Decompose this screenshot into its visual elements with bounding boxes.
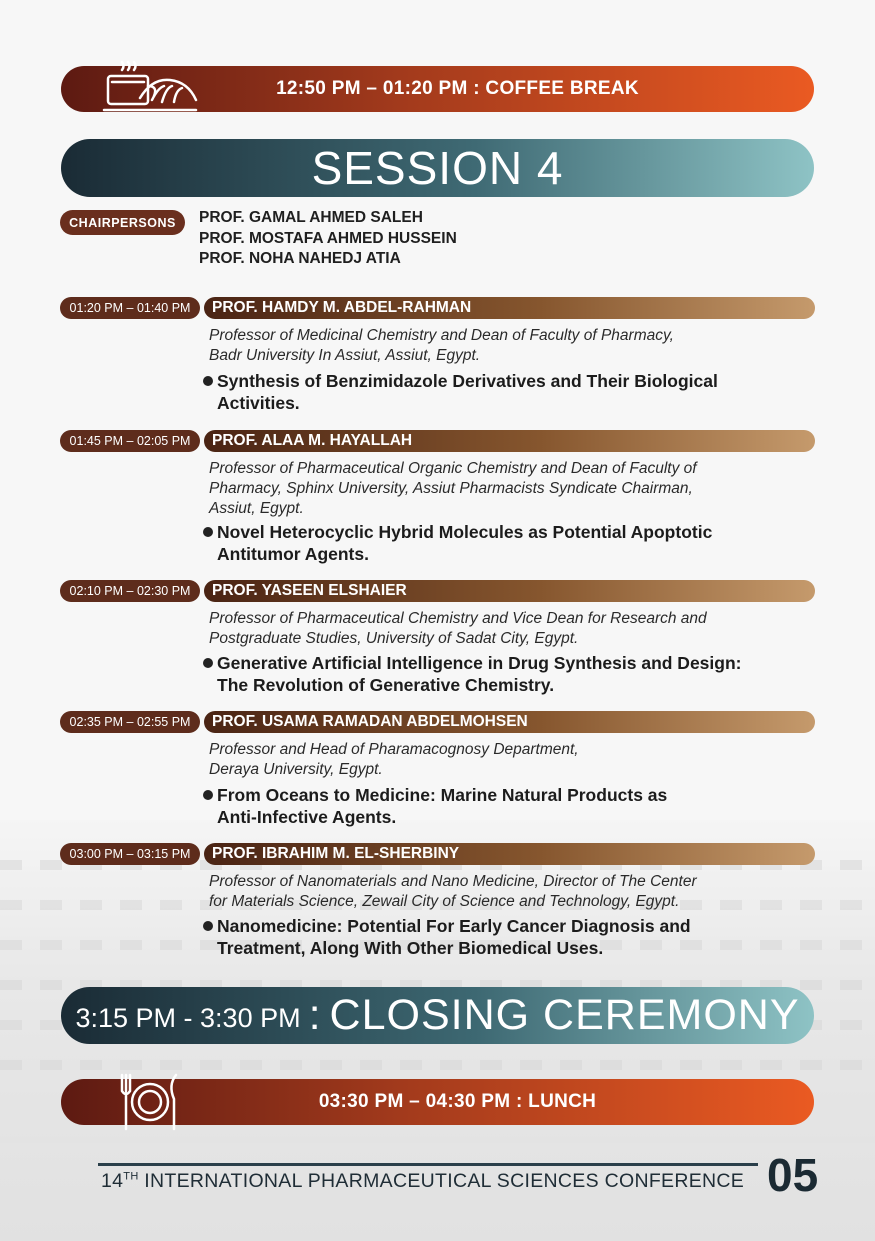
bullet-icon	[203, 658, 213, 668]
affiliation-line: Assiut, Egypt.	[209, 500, 304, 517]
closing-title: CLOSING CEREMONY	[329, 991, 800, 1039]
conference-title: INTERNATIONAL PHARMACEUTICAL SCIENCES CONFERENCE	[144, 1170, 745, 1192]
speaker-affiliation	[209, 326, 824, 366]
talk-title-line: Treatment, Along With Other Biomedical Uses.	[217, 938, 604, 958]
coffee-break-text: 12:50 PM – 01:20 PM : COFFEE BREAK	[276, 78, 639, 99]
talk-time-tag	[60, 580, 200, 602]
bullet-icon	[203, 527, 213, 537]
affiliation-line: Professor of Medicinal Chemistry and Dean of Faculty of Pharmacy,	[209, 327, 674, 344]
plate-cutlery-icon	[112, 1071, 188, 1133]
ordinal-suffix: TH	[123, 1170, 139, 1183]
speaker-name: PROF. YASEEN ELSHAIER	[212, 582, 407, 599]
talk-title-line: Generative Artificial Intelligence in Drug Synthesis and Design:	[217, 653, 742, 673]
talk-time: 01:45 PM – 02:05 PM	[69, 434, 191, 448]
speaker-name: PROF. HAMDY M. ABDEL-RAHMAN	[212, 299, 472, 316]
speaker-name-bar	[204, 843, 815, 865]
ordinal-number: 14	[101, 1170, 124, 1192]
talk-title-line: The Revolution of Generative Chemistry.	[217, 675, 555, 695]
talk-title-line: Synthesis of Benzimidazole Derivatives and Their Biological	[217, 371, 718, 391]
talk-time: 01:20 PM – 01:40 PM	[69, 301, 191, 315]
chairpersons-tag	[60, 210, 185, 235]
talk-title-line: Activities.	[217, 393, 300, 413]
talk-time: 02:10 PM – 02:30 PM	[69, 584, 191, 598]
coffee-croissant-icon	[100, 58, 200, 116]
talk-title-line: From Oceans to Medicine: Marine Natural Products as	[217, 785, 668, 805]
speaker-affiliation	[209, 609, 824, 649]
talk-title	[203, 370, 833, 414]
talk-title	[203, 521, 833, 565]
speaker-name: PROF. USAMA RAMADAN ABDELMOHSEN	[212, 713, 528, 730]
speaker-name-bar	[204, 430, 815, 452]
session-title: SESSION 4	[311, 142, 564, 194]
talk-time: 03:00 PM – 03:15 PM	[69, 847, 191, 861]
session-title-banner	[61, 139, 814, 197]
closing-separator: :	[308, 991, 322, 1039]
talk-time-tag	[60, 711, 200, 733]
footer-divider	[98, 1163, 758, 1166]
talk-title-line: Nanomedicine: Potential For Early Cancer Diagnosis and	[217, 916, 691, 936]
speaker-name: PROF. ALAA M. HAYALLAH	[212, 432, 413, 449]
affiliation-line: Pharmacy, Sphinx University, Assiut Pharmacists Syndicate Chairman,	[209, 480, 693, 497]
chairperson-name: PROF. GAMAL AHMED SALEH	[199, 209, 423, 226]
talk-title	[203, 652, 833, 696]
bullet-icon	[203, 376, 213, 386]
affiliation-line: Professor of Pharmaceutical Chemistry and Vice Dean for Research and	[209, 610, 707, 627]
affiliation-line: Professor of Nanomaterials and Nano Medicine, Director of The Center	[209, 873, 697, 890]
talk-title	[203, 915, 833, 959]
speaker-affiliation	[209, 740, 824, 780]
talk-title-line: Antitumor Agents.	[217, 544, 369, 564]
talk-time-tag	[60, 843, 200, 865]
chairpersons-list	[199, 208, 457, 270]
talk-time: 02:35 PM – 02:55 PM	[69, 715, 191, 729]
affiliation-line: Professor of Pharmaceutical Organic Chemistry and Dean of Faculty of	[209, 460, 697, 477]
closing-ceremony-banner	[61, 987, 814, 1044]
speaker-name-bar	[204, 580, 815, 602]
affiliation-line: Postgraduate Studies, University of Sadat City, Egypt.	[209, 630, 579, 647]
chairperson-name: PROF. NOHA NAHEDJ ATIA	[199, 250, 401, 267]
closing-time: 3:15 PM - 3:30 PM	[75, 1003, 301, 1033]
talk-title-line: Novel Heterocyclic Hybrid Molecules as Potential Apoptotic	[217, 522, 713, 542]
affiliation-line: Deraya University, Egypt.	[209, 761, 383, 778]
speaker-name-bar	[204, 297, 815, 319]
talk-title	[203, 784, 833, 828]
speaker-name-bar	[204, 711, 815, 733]
chairpersons-label: CHAIRPERSONS	[69, 215, 176, 230]
bullet-icon	[203, 790, 213, 800]
speaker-affiliation	[209, 459, 824, 519]
speaker-name: PROF. IBRAHIM M. EL-SHERBINY	[212, 845, 460, 862]
chairperson-name: PROF. MOSTAFA AHMED HUSSEIN	[199, 229, 457, 247]
talk-time-tag	[60, 430, 200, 452]
affiliation-line: for Materials Science, Zewail City of Science and Technology, Egypt.	[209, 893, 680, 910]
page-number: 05	[767, 1149, 819, 1201]
affiliation-line: Professor and Head of Pharamacognosy Department,	[209, 741, 579, 758]
talk-time-tag	[60, 297, 200, 319]
affiliation-line: Badr University In Assiut, Assiut, Egypt.	[209, 347, 481, 364]
talk-title-line: Anti-Infective Agents.	[217, 807, 397, 827]
conference-name	[101, 1170, 744, 1193]
bullet-icon	[203, 921, 213, 931]
lunch-text: 03:30 PM – 04:30 PM : LUNCH	[318, 1091, 597, 1112]
speaker-affiliation	[209, 872, 824, 912]
